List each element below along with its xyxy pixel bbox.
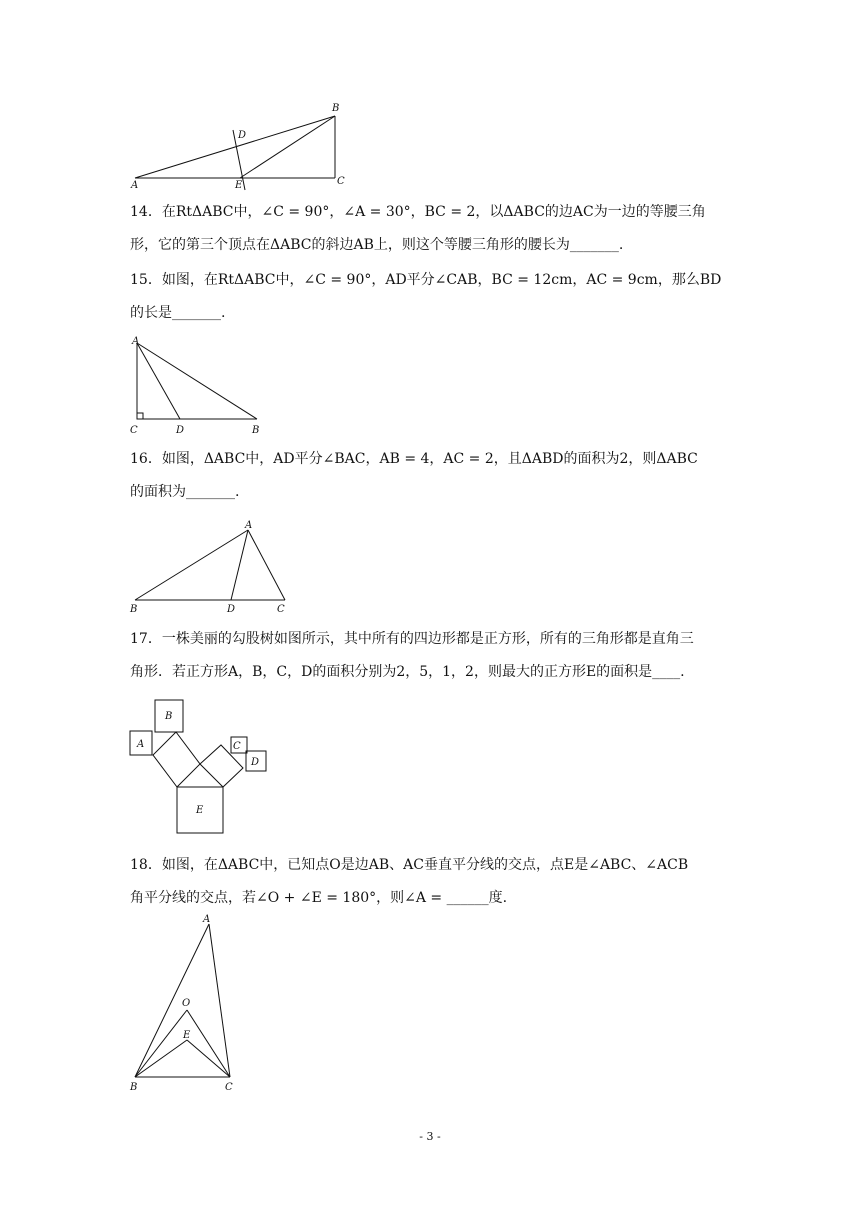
label-b: B bbox=[252, 425, 260, 436]
label-d: D bbox=[238, 130, 247, 141]
figure-triangle-circumcenter-incenter bbox=[125, 912, 245, 1097]
figure-triangle-perpendicular-bisector bbox=[125, 100, 355, 195]
figure-right-triangle-bisector bbox=[125, 333, 275, 438]
label-e: E bbox=[235, 180, 243, 191]
label-b: B bbox=[130, 604, 138, 615]
label-d: D bbox=[176, 425, 185, 436]
question-18-line-1: 18．如图，在ΔABC中，已知点O是边AB、AC垂直平分线的交点，点E是∠ABC、∠ACB bbox=[130, 857, 689, 873]
question-16-line-1: 16．如图，ΔABC中，AD平分∠BAC，AB = 4，AC = 2，且ΔABD的面积为2，则ΔABC bbox=[130, 451, 698, 467]
label-b: B bbox=[130, 1082, 138, 1093]
question-17-line-2: 角形．若正方形A，B，C，D的面积分别为2，5，1，2，则最大的正方形E的面积是____. bbox=[130, 664, 685, 680]
label-b: B bbox=[332, 103, 340, 114]
label-a: A bbox=[137, 739, 145, 750]
question-16 bbox=[130, 449, 730, 502]
label-e: E bbox=[196, 805, 204, 816]
figure-triangle-angle-bisector bbox=[125, 518, 305, 618]
question-14-line-2: 形，它的第三个顶点在ΔABC的斜边AB上，则这个等腰三角形的腰长为_______. bbox=[130, 237, 624, 253]
question-14-line-1: 14．在RtΔABC中，∠C = 90°，∠A = 30°，BC = 2，以ΔABC的边AC为一边的等腰三角 bbox=[130, 204, 706, 220]
question-15 bbox=[130, 270, 730, 323]
question-16-line-2: 的面积为_______. bbox=[130, 484, 240, 500]
question-17-line-1: 17．一株美丽的勾股树如图所示，其中所有的四边形都是正方形，所有的三角形都是直角三 bbox=[130, 631, 694, 647]
label-c: C bbox=[130, 425, 138, 436]
label-o: O bbox=[182, 998, 191, 1009]
label-a: A bbox=[203, 914, 211, 925]
label-b: B bbox=[165, 711, 173, 722]
label-c: C bbox=[337, 176, 345, 187]
label-e: E bbox=[183, 1030, 191, 1041]
label-c: C bbox=[233, 741, 241, 752]
question-15-line-2: 的长是_______. bbox=[130, 305, 226, 321]
question-17 bbox=[130, 629, 730, 682]
label-a: A bbox=[131, 180, 139, 191]
label-d: D bbox=[227, 604, 236, 615]
label-a: A bbox=[132, 336, 140, 347]
question-18-line-2: 角平分线的交点，若∠O + ∠E = 180°，则∠A = ______度. bbox=[130, 890, 508, 906]
label-d: D bbox=[251, 757, 260, 768]
label-c: C bbox=[277, 604, 285, 615]
question-14 bbox=[130, 202, 730, 255]
figure-pythagoras-tree bbox=[125, 697, 275, 837]
page-number: - 3 - bbox=[419, 1130, 441, 1143]
label-c: C bbox=[225, 1082, 233, 1093]
label-a: A bbox=[245, 520, 253, 531]
question-18 bbox=[130, 855, 730, 908]
question-15-line-1: 15．如图，在RtΔABC中，∠C = 90°，AD平分∠CAB，BC = 12cm，AC = 9cm，那么BD bbox=[130, 272, 722, 288]
